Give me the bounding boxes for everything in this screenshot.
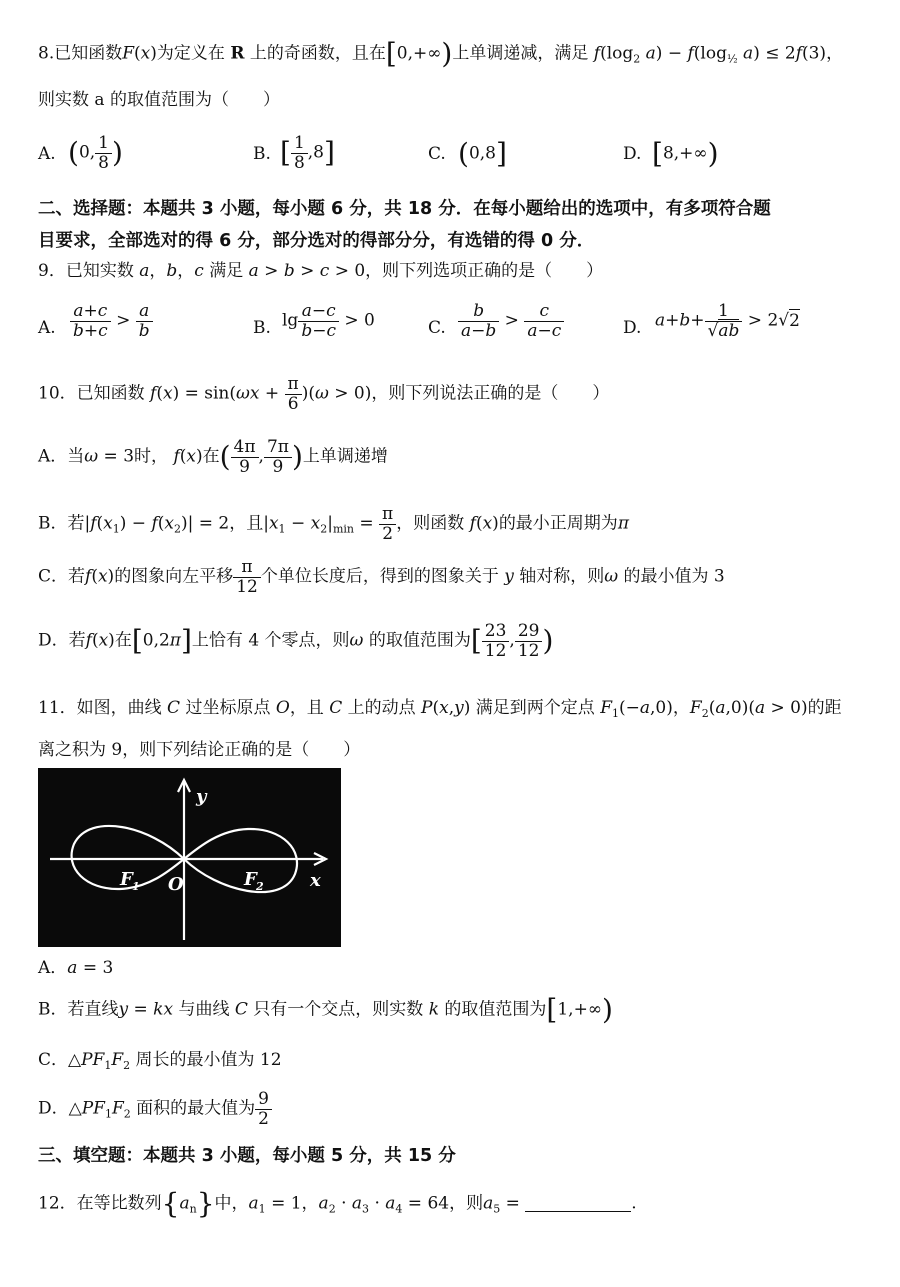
q11-option-b: B．若直线y = kx 与曲线 C 只有一个交点，则实数 k 的取值范围为[1,+∞) [38, 993, 613, 1026]
label-y: y [196, 786, 207, 807]
q11-stem: 11．如图，曲线 C 过坐标原点 O，且 C 上的动点 P(x,y) 满足到两个定点 $F_1(-a,0)$，$F_2(a,0)(a > 0)$的距 [38, 698, 842, 720]
label-f1-sub: 1 [132, 880, 140, 893]
lemniscate-figure [38, 768, 341, 947]
lemniscate-diagram [38, 768, 341, 947]
q11-option-d: D．$\triangle PF_1F_2$ 面积的最大值为 $\frac{9}{2}$ [38, 1090, 272, 1128]
label-origin: O [168, 874, 184, 895]
q8-line2: 则实数 a 的取值范围为（ ） [38, 90, 280, 110]
q11-option-c: C．$\triangle PF_1F_2$ 周长的最小值为 12 [38, 1050, 282, 1072]
label-f2-sub: 2 [256, 880, 264, 893]
q10-option-d: D．若f(x)在[0,2π]上恰有 4 个零点，则ω 的取值范围为[ $\frac{23}{12}$ , $\frac{29}{12}$ ) [38, 621, 554, 661]
q10-stem: 10．已知函数 f(x) = sin(ωx + $\frac{\pi}{6}$ )(ω > 0)，则下列说法正确的是（ ） [38, 374, 610, 414]
label-f1: F [120, 869, 133, 890]
section2-title-line2: 目要求，全部选对的得 6 分，部分选对的得部分分，有选错的得 0 分． [38, 231, 595, 251]
q12-stem: 12．在等比数列$\{a_n\}$中，$a_1 = 1$，$a_2 \cdot a_3 \cdot a_4 = 64$，则$a_5$ = . [38, 1187, 637, 1220]
label-f2: F [244, 869, 257, 890]
answer-blank[interactable] [525, 1211, 631, 1212]
q10-option-b: B．若$|f(x_1) - f(x_2)| = 2$，且$|x_1 - x_2|_{min}$ = $\frac{\pi}{2}$ ，则函数 f(x)的最小正周期为π [38, 504, 629, 544]
q11-option-a: A．a = 3 [38, 958, 114, 978]
label-x: x [310, 870, 321, 891]
q8-line1: 8.已知函数F(x)为定义在 R 上的奇函数，且在[0,+∞)上单调递减，满足 $f(\log_2$ $a) - f(\log_{\frac{1}{2}}$ a) ≤ 2f(3)， [38, 37, 844, 70]
q10-option-a: A．当ω = 3时， f(x)在( $\frac{4\pi}{9}$ , $\frac{7\pi}{9}$ )上单调递增 [38, 437, 388, 477]
q11-line2: 离之积为 9，则下列结论正确的是（ ） [38, 740, 361, 760]
section2-title-line1: 二、选择题：本题共 3 小题，每小题 6 分，共 18 分．在每小题给出的选项中，有多项符合题 [38, 199, 771, 219]
q9-options: A. $\frac{a+c}{b+c}$ > $\frac{a}{b}$ B. lg $\frac{a-c}{b-c}$ > 0 C. $\frac{b}{a-b}$ > $\frac{c}{a-c}$ D. a+b+ $\frac{1}{√ab}$ > 2√2 [38, 301, 800, 341]
section3-title: 三、填空题：本题共 3 小题，每小题 5 分，共 15 分 [38, 1146, 456, 1166]
q10-option-c: C．若f(x)的图象向左平移 $\frac{\pi}{12}$ 个单位长度后，得到的图象关于 y 轴对称，则ω 的最小值为 3 [38, 557, 725, 597]
q9-stem: 9．已知实数 a，b，c 满足 a > b > c > 0，则下列选项正确的是（ ） [38, 261, 604, 281]
